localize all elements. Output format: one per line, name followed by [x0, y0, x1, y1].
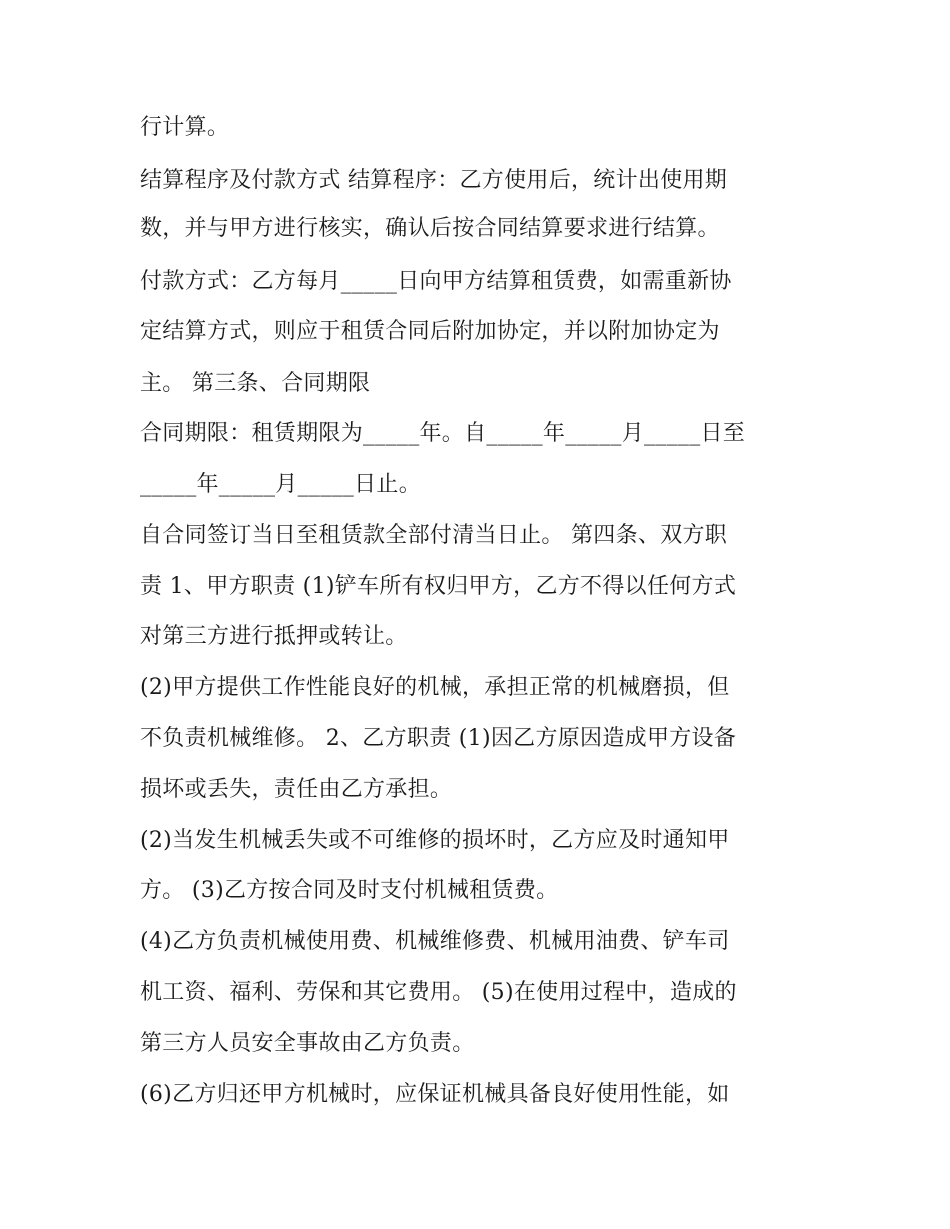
- text-line: (2)甲方提供工作性能良好的机械，承担正常的机械磨损，但: [140, 675, 730, 700]
- text-line: 第三方人员安全事故由乙方负责。: [140, 1031, 475, 1056]
- text-line: 不负责机械维修。 2、乙方职责 (1)因乙方原因造成甲方设备: [140, 726, 737, 751]
- text-line: (4)乙方负责机械使用费、机械维修费、机械用油费、铲车司: [140, 929, 730, 954]
- text-line: 自合同签订当日至租赁款全部付清当日止。 第四条、双方职: [140, 523, 728, 548]
- text-line: 责 1、甲方职责 (1)铲车所有权归甲方，乙方不得以任何方式: [140, 574, 737, 599]
- text-line: _____年_____月_____日止。: [140, 472, 422, 497]
- text-line: 定结算方式，则应于租赁合同后附加协定，并以附加协定为: [140, 319, 720, 344]
- text-line: 付款方式：乙方每月_____日向甲方结算租赁费，如需重新协: [140, 269, 732, 294]
- text-line: (6)乙方归还甲方机械时，应保证机械具备良好使用性能，如: [140, 1082, 730, 1107]
- text-line: 数，并与甲方进行核实，确认后按合同结算要求进行结算。: [140, 216, 720, 241]
- text-line: 方。 (3)乙方按合同及时支付机械租赁费。: [140, 878, 559, 903]
- text-line: 主。 第三条、合同期限: [140, 371, 371, 396]
- text-line: 合同期限：租赁期限为_____年。自_____年_____月_____日至: [140, 421, 746, 446]
- text-line: 对第三方进行抵押或转让。: [140, 624, 408, 649]
- text-line: 结算程序及付款方式 结算程序：乙方使用后，统计出使用期: [140, 168, 728, 193]
- text-line: 行计算。: [140, 115, 230, 140]
- text-line: 损坏或丢失，责任由乙方承担。: [140, 777, 453, 802]
- text-line: 机工资、福利、劳保和其它费用。 (5)在使用过程中，造成的: [140, 980, 737, 1005]
- text-line: (2)当发生机械丢失或不可维修的损坏时，乙方应及时通知甲: [140, 828, 730, 853]
